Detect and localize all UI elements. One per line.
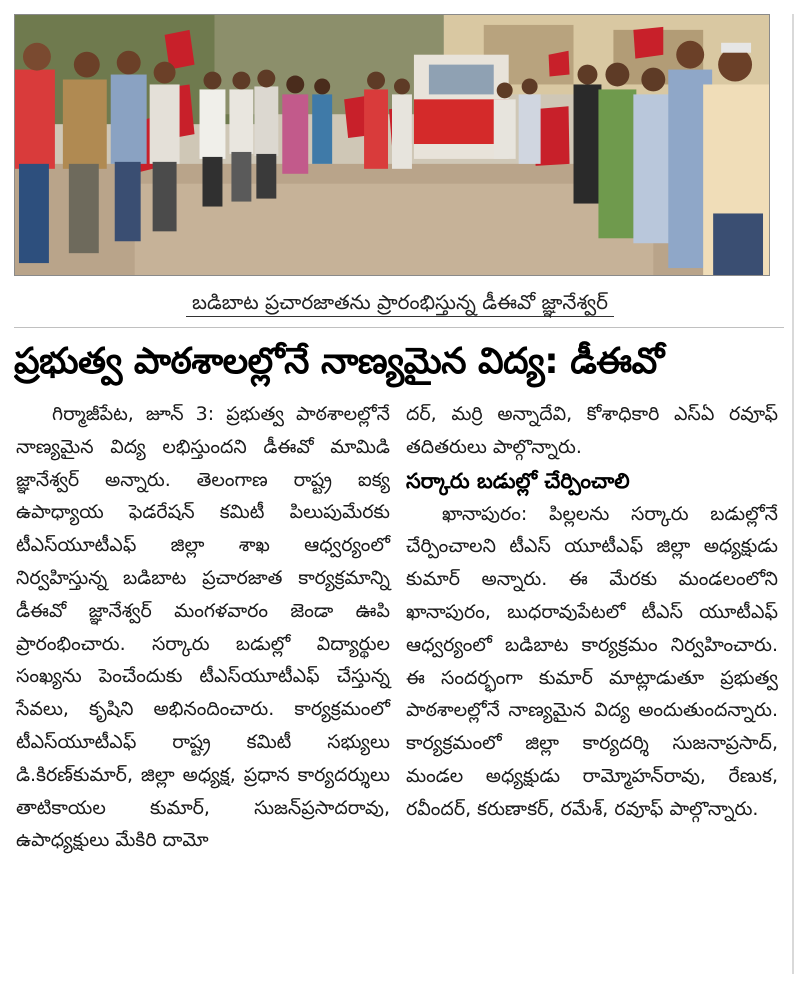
article-column-right	[406, 398, 778, 826]
story2-body: ఖానాపురం: పిల్లలను సర్కారు బడుల్లోనే చేర్పించాలని టీఎస్ యూటీఎఫ్ జిల్లా అధ్యక్షుడు కుమార్ అన్నారు. ఈ మేరకు మండలంలోని ఖానాపురం, బుధరావుపేటలో టీఎస్ యూటీఎఫ్ ఆధ్వర్యంలో బడిబాట కార్యక్రమం నిర్వహించారు. ఈ సందర్భంగా కుమార్ మాట్లాడుతూ ప్రభుత్వ పాఠశాలల్లోనే నాణ్యమైన విద్య అందుతుందన్నారు. కార్యక్రమంలో జిల్లా కార్యదర్శి సుజనాప్రసాద్, మండల అధ్యక్షుడు రామ్మోహన్‌రావు, రేణుక, రవీందర్, కరుణాకర్, రమేశ్, రవూఫ్ పాల్గొన్నారు.	[406, 502, 778, 820]
divider	[14, 327, 784, 328]
photo-caption-text: బడిబాట ప్రచారజాతను ప్రారంభిస్తున్న డీఈవో జ్ఞానేశ్వర్	[186, 290, 614, 317]
story1-continued: దర్, మర్రి అన్నాదేవి, కోశాధికారి ఎస్‌ఏ రవూఫ్ తదితరులు పాల్గొన్నారు.	[406, 403, 778, 458]
story1-body: గిర్మాజీపేట, జూన్ 3: ప్రభుత్వ పాఠశాలల్లోనే నాణ్యమైన విద్య లభిస్తుందని డీఈవో మామిడి జ్ఞానేశ్వర్ అన్నారు. తెలంగాణ రాష్ట్ర ఐక్య ఉపాధ్యాయ ఫెడరేషన్ కమిటీ పిలుపుమేరకు టీఎస్‌యూటీఎఫ్ జిల్లా శాఖ ఆధ్వర్యంలో నిర్వహిస్తున్న బడిబాట ప్రచారజాత కార్యక్రమాన్ని డీఈవో జ్ఞానేశ్వర్ మంగళవారం జెండా ఊపి ప్రారంభించారు. సర్కారు బడుల్లో విద్యార్థుల సంఖ్యను పెంచేందుకు టీఎస్‌యూటీఎఫ్ చేస్తున్న సేవలు, కృషిని అభినందించారు. కార్యక్రమంలో టీఎస్‌యూటీఎఫ్ రాష్ట్ర కమిటీ సభ్యులు డి.కిరణ్‌కుమార్, జిల్లా అధ్యక్ష, ప్రధాన కార్యదర్శులు తాటికాయల కుమార్, సుజన్‌ప్రసాదరావు, ఉపాధ్యక్షులు మేకిరి దామో	[16, 403, 390, 852]
photo-caption	[0, 282, 800, 322]
article-headline: ప్రభుత్వ పాఠశాలల్లోనే నాణ్యమైన విద్య: డీఈవో	[14, 341, 664, 382]
story2-subhead: సర్కారు బడుల్లో చేర్పించాలి	[406, 468, 630, 493]
news-photo	[14, 14, 770, 276]
column-divider	[792, 14, 794, 974]
rally-photo-illustration	[15, 15, 769, 275]
article-column-left	[16, 398, 390, 857]
